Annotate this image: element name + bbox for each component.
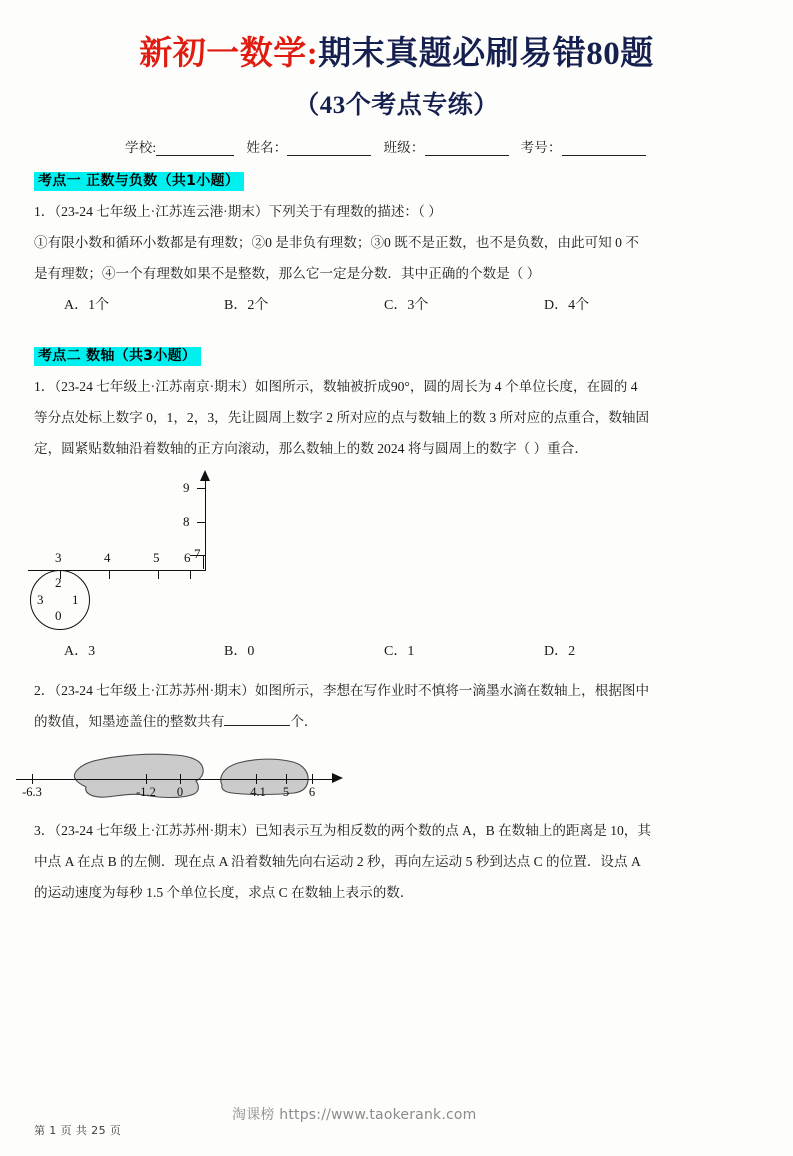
figure1-label-4: 4 xyxy=(104,550,111,566)
figure2-tick-0 xyxy=(180,774,181,784)
section-2-header xyxy=(34,345,201,365)
figure1-circle-number-top: 2 xyxy=(55,575,62,591)
page-title xyxy=(0,34,793,75)
name-label: 姓名： xyxy=(246,140,288,156)
figure2-tick-41 xyxy=(256,774,257,784)
figure2-axis xyxy=(16,779,336,780)
section-1-header-text: 考点一 正数与负数（共1小题） xyxy=(34,172,244,191)
figure1-axis-arrow-icon xyxy=(200,470,210,481)
s1-q1-option-a[interactable]: A．1个 xyxy=(64,298,110,314)
figure1-label-7: 7 xyxy=(194,546,201,562)
figure2-tick-neg63 xyxy=(32,774,33,784)
section-2 xyxy=(0,331,793,908)
figure1-tick-6 xyxy=(190,570,191,579)
figure2-label-6: 6 xyxy=(308,785,316,800)
name-blank[interactable] xyxy=(287,155,371,156)
section-1 xyxy=(0,156,793,321)
figure1-circle-number-left: 3 xyxy=(37,592,44,608)
exam-no-label: 考号： xyxy=(520,140,562,156)
class-label: 班级： xyxy=(383,140,425,156)
s2-q3-stem-line3: 的运动速度为每秒 1.5 个单位长度，求点 C 在数轴上表示的数． xyxy=(34,885,414,901)
s1-q1-body-line2: 是有理数；④一个有理数如果不是整数，那么它一定是分数．其中正确的个数是（ ） xyxy=(34,266,541,282)
s2-q1-stem-line2: 等分点处标上数字 0，1，2，3，先让圆周上数字 2 所对应的点与数轴上的数 3 所对应的点重合，数轴固 xyxy=(34,410,650,426)
s1-q1-options xyxy=(34,291,753,321)
figure1-tick-4 xyxy=(109,570,110,579)
figure1-label-3: 3 xyxy=(55,550,62,566)
title-block xyxy=(0,34,793,121)
s1-q1-option-d[interactable]: D．4个 xyxy=(544,298,590,314)
figure1-tick-8 xyxy=(197,522,206,523)
s2-q3-stem-line1: 3．（23-24 七年级上·江苏苏州·期末）已知表示互为相反数的两个数的点 A，B 在数轴上的距离是 10，其 xyxy=(34,823,651,839)
section-2-header-text: 考点二 数轴（共3小题） xyxy=(34,347,201,366)
s2-q1-option-d[interactable]: D．2 xyxy=(544,644,576,660)
figure2-label-5: 5 xyxy=(282,785,290,800)
figure2-tick-6 xyxy=(312,774,313,784)
page-subtitle: （43个考点专练） xyxy=(294,92,499,120)
s1-q1-option-c[interactable]: C．3个 xyxy=(384,298,429,314)
school-label: 学校: xyxy=(125,140,157,156)
figure2-label-0: 0 xyxy=(176,785,184,800)
s1-q1-stem: 1．（23-24 七年级上·江苏连云港·期末）下列关于有理数的描述：（ ） xyxy=(34,204,442,220)
section-1-header xyxy=(34,170,244,190)
figure2-tick-5 xyxy=(286,774,287,784)
figure2-blot-shapes xyxy=(10,747,370,809)
document-page xyxy=(0,34,793,1156)
figure1-label-8: 8 xyxy=(183,514,190,530)
s2-q2-stem-line1: 2．（23-24 七年级上·江苏苏州·期末）如图所示，李想在写作业时不慎将一滴墨水滴在数轴上，根据图中 xyxy=(34,683,650,699)
figure1-label-9: 9 xyxy=(183,480,190,496)
figure1-tick-9 xyxy=(197,488,206,489)
figure2-label-neg12: -1.2 xyxy=(136,785,156,800)
figure-ink-blot-number-line xyxy=(10,747,370,809)
s2-q1-option-c[interactable]: C．1 xyxy=(384,644,415,660)
figure1-circle-number-bottom: 0 xyxy=(55,608,62,624)
figure2-label-41: 4.1 xyxy=(250,785,266,800)
title-red-part: 新初一数学: xyxy=(139,36,319,72)
figure2-axis-arrow-icon xyxy=(332,773,343,783)
s2-q2-stem-line2 xyxy=(34,706,753,737)
exam-info-line xyxy=(0,136,793,156)
s2-q1-option-b[interactable]: B．0 xyxy=(224,644,255,660)
s2-q2-answer-blank[interactable] xyxy=(224,725,290,726)
s2-q1-stem-line3: 定，圆紧贴数轴沿着数轴的正方向滚动，那么数轴上的数 2024 将与圆周上的数字（ ）重合． xyxy=(34,441,588,457)
s2-q1-option-a[interactable]: A．3 xyxy=(64,644,96,660)
figure2-tick-neg12 xyxy=(146,774,147,784)
figure1-vertical-axis xyxy=(205,478,206,571)
s1-q1-option-b[interactable]: B．2个 xyxy=(224,298,269,314)
s2-q1-options xyxy=(34,637,753,667)
s1-q1-body-line1: ①有限小数和循环小数都是有理数；②0 是非负有理数；③0 既不是正数，也不是负数，由此可知 0 不 xyxy=(34,235,639,251)
figure1-tick-5 xyxy=(158,570,159,579)
figure1-circle-number-right: 1 xyxy=(72,592,79,608)
figure1-label-6: 6 xyxy=(184,550,191,566)
exam-no-blank[interactable] xyxy=(562,155,646,156)
s2-q2-stem-line2-a: 的数值，知墨迹盖住的整数共有 xyxy=(34,714,225,730)
s2-q1-stem-line1: 1．（23-24 七年级上·江苏南京·期末）如图所示，数轴被折成90°，圆的周长为 4 个单位长度，在圆的 4 xyxy=(34,379,638,395)
figure-bent-number-line xyxy=(20,470,300,635)
s2-q2-stem-line2-b: 个． xyxy=(290,714,318,730)
page-footer: 第 1 页 共 25 页 xyxy=(34,1124,122,1137)
class-blank[interactable] xyxy=(425,155,509,156)
figure2-label-neg63: -6.3 xyxy=(22,785,42,800)
watermark: 淘课榜 https://www.taokerank.com xyxy=(232,1107,477,1123)
figure1-label-5: 5 xyxy=(153,550,160,566)
s2-q3-stem-line2: 中点 A 在点 B 的左侧．现在点 A 沿着数轴先向右运动 2 秒，再向左运动 5 秒到达点 C 的位置．设点 A xyxy=(34,854,641,870)
title-blue-part: 期末真题必刷易错80题 xyxy=(318,36,654,72)
